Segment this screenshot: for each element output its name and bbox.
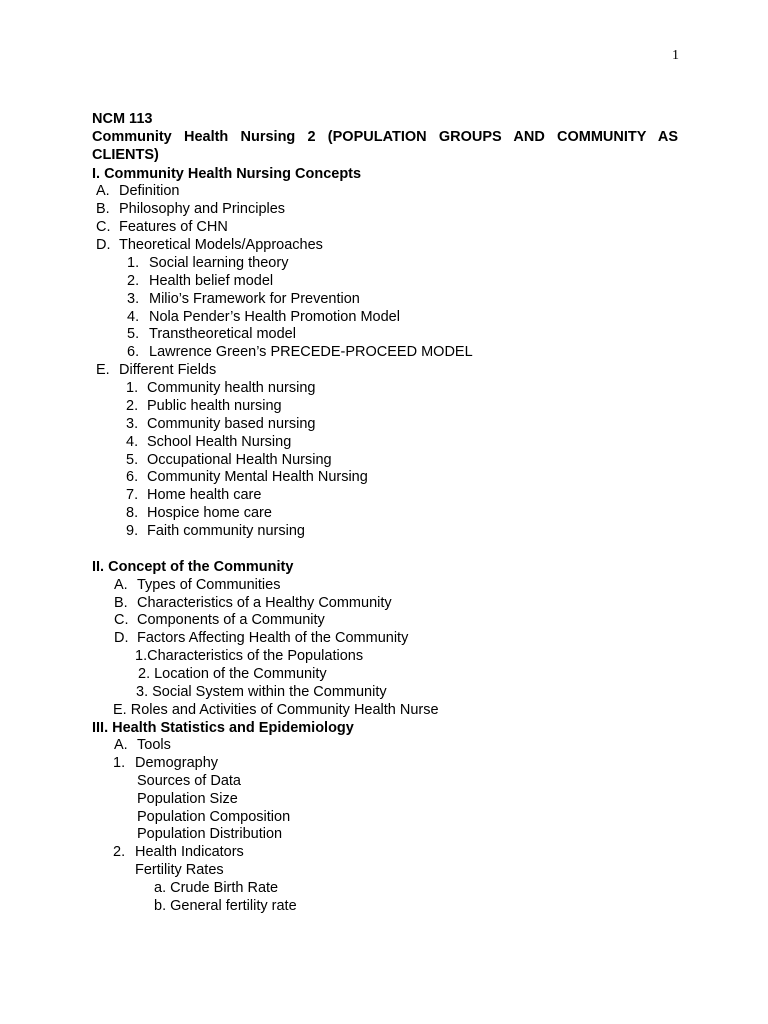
item-number: 7. xyxy=(126,487,139,503)
section-heading: III. Health Statistics and Epidemiology xyxy=(92,720,354,736)
outline-item: b. General fertility rate xyxy=(154,898,297,914)
outline-item xyxy=(96,236,323,254)
course-title: Community Health Nursing 2 (POPULATION GROUPS AND COMMUNITY AS CLIENTS) xyxy=(92,129,678,163)
outline-item xyxy=(113,843,244,861)
item-number: 5. xyxy=(127,326,140,342)
outline-item: Fertility Rates xyxy=(135,862,224,878)
item-text: Demography xyxy=(135,755,219,771)
item-number: C. xyxy=(114,612,129,628)
item-number: E. xyxy=(96,362,110,378)
item-number: 5. xyxy=(126,452,139,468)
section-heading: I. Community Health Nursing Concepts xyxy=(92,166,362,182)
item-number: 6. xyxy=(127,344,140,360)
item-text: Public health nursing xyxy=(147,398,282,414)
outline-item xyxy=(126,379,316,397)
item-number: A. xyxy=(114,577,128,593)
item-text: Home health care xyxy=(147,487,262,503)
outline-item xyxy=(96,218,228,236)
item-number: 4. xyxy=(126,434,139,450)
item-number: B. xyxy=(96,201,110,217)
outline-item: Population Size xyxy=(137,791,238,807)
outline-item xyxy=(126,504,272,522)
item-text: Social learning theory xyxy=(149,255,289,271)
item-number: A. xyxy=(96,183,110,199)
page-number: 1 xyxy=(672,48,679,63)
outline-item xyxy=(113,754,219,772)
outline-item xyxy=(127,343,473,361)
item-number: 6. xyxy=(126,469,139,485)
outline-item xyxy=(114,611,325,629)
item-text: Types of Communities xyxy=(137,577,281,593)
outline-item xyxy=(126,468,368,486)
item-number: D. xyxy=(96,237,111,253)
outline-item xyxy=(126,415,316,433)
outline-item xyxy=(114,576,281,594)
outline-item: Population Composition xyxy=(137,809,291,825)
item-number: 8. xyxy=(126,505,139,521)
item-number: A. xyxy=(114,737,128,753)
item-text: Community Mental Health Nursing xyxy=(147,469,368,485)
outline-item xyxy=(127,272,274,290)
item-text: Theoretical Models/Approaches xyxy=(119,237,323,253)
outline-item xyxy=(127,290,360,308)
item-text: Lawrence Green’s PRECEDE-PROCEED MODEL xyxy=(149,344,473,360)
item-text: Milio’s Framework for Prevention xyxy=(149,291,360,307)
outline-item xyxy=(127,254,289,272)
item-number: 2. xyxy=(113,844,126,860)
item-text: Faith community nursing xyxy=(147,523,305,539)
item-text: Definition xyxy=(119,183,180,199)
item-number: B. xyxy=(114,595,128,611)
item-number: 1. xyxy=(126,380,139,396)
outline-item xyxy=(114,736,171,754)
outline-item: 3. Social System within the Community xyxy=(136,684,387,700)
item-number: 2. xyxy=(127,273,140,289)
item-number: 3. xyxy=(126,416,139,432)
outline-item: Sources of Data xyxy=(137,773,241,789)
outline-item xyxy=(96,361,217,379)
document-header xyxy=(92,110,678,164)
section-heading: II. Concept of the Community xyxy=(92,559,294,575)
item-text: Health belief model xyxy=(149,273,274,289)
item-number: D. xyxy=(114,630,129,646)
item-text: Factors Affecting Health of the Community xyxy=(137,630,409,646)
item-text: Nola Pender’s Health Promotion Model xyxy=(149,309,400,325)
item-number: 3. xyxy=(127,291,140,307)
item-text: Different Fields xyxy=(119,362,217,378)
item-text: Philosophy and Principles xyxy=(119,201,286,217)
item-text: Tools xyxy=(137,737,171,753)
item-number: 1. xyxy=(127,255,140,271)
outline-item xyxy=(114,629,409,647)
item-text: Transtheoretical model xyxy=(149,326,296,342)
outline-item: a. Crude Birth Rate xyxy=(154,880,279,896)
item-text: Characteristics of a Healthy Community xyxy=(137,595,392,611)
outline-item xyxy=(126,486,262,504)
item-number: C. xyxy=(96,219,111,235)
item-number: 9. xyxy=(126,523,139,539)
outline-item xyxy=(127,325,296,343)
item-text: Features of CHN xyxy=(119,219,228,235)
outline-item: 2. Location of the Community xyxy=(138,666,327,682)
outline-item xyxy=(114,594,392,612)
outline-item xyxy=(96,182,180,200)
outline-item: Population Distribution xyxy=(137,826,283,842)
item-text: Hospice home care xyxy=(147,505,272,521)
outline-item xyxy=(126,522,305,540)
item-text: Components of a Community xyxy=(137,612,325,628)
item-text: School Health Nursing xyxy=(147,434,292,450)
item-number: 2. xyxy=(126,398,139,414)
item-number: 4. xyxy=(127,309,140,325)
outline-item xyxy=(126,433,292,451)
item-text: Occupational Health Nursing xyxy=(147,452,332,468)
item-number: 1. xyxy=(113,755,126,771)
outline-item: 1.Characteristics of the Populations xyxy=(135,648,364,664)
outline-item xyxy=(126,451,332,469)
outline-item: E. Roles and Activities of Community Health Nurse xyxy=(113,702,439,718)
course-code: NCM 113 xyxy=(92,111,153,127)
item-text: Health Indicators xyxy=(135,844,244,860)
outline-item xyxy=(126,397,282,415)
outline-item xyxy=(96,200,286,218)
item-text: Community based nursing xyxy=(147,416,316,432)
outline-item xyxy=(127,308,400,326)
item-text: Community health nursing xyxy=(147,380,316,396)
